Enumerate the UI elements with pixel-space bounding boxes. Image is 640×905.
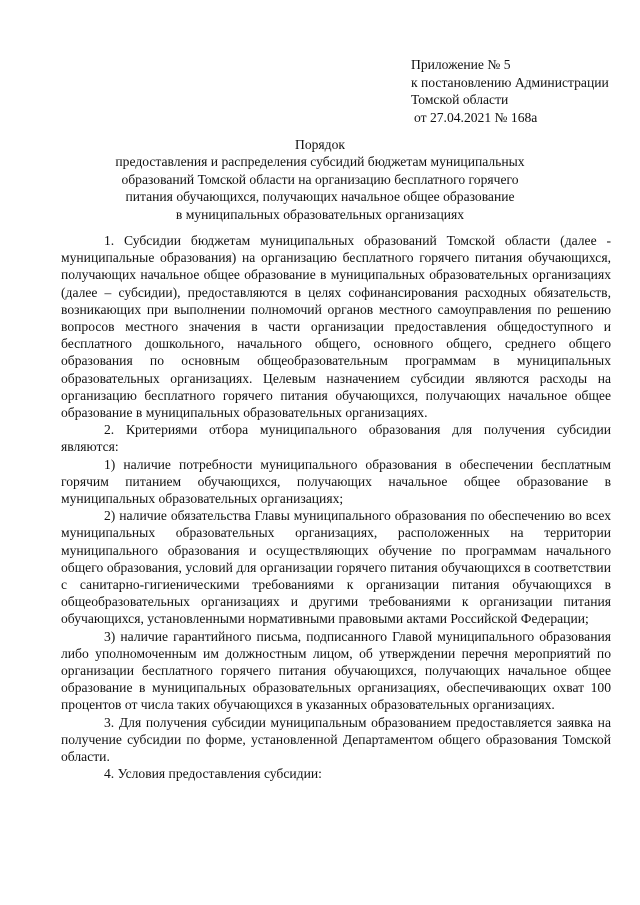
paragraph-3: 3. Для получения субсидии муниципальным образованием предоставляется заявка на получение субсидии по форме, установленной Департаментом общего образования Томской области. — [61, 714, 611, 765]
document-heading — [60, 136, 580, 223]
appendix-reference: к постановлению Администрации — [411, 74, 609, 90]
paragraph-2-item-2: 2) наличие обязательства Главы муниципального образования по обеспечению во всех муниципальных образовательных организациях, расположенных на территории муниципального образования и осуществляющих обучение по программам начального общего образования, условий для организации горячего питания обучающихся в соответствии с санитарно-гигиеническими требованиями к организации питания обучающихся в общеобразовательных организациях и другими требованиями к организации питания обучающихся, установленными нормативными правовыми актами Российской Федерации; — [61, 508, 611, 627]
paragraph-1: 1. Субсидии бюджетам муниципальных образований Томской области (далее - муниципальные образования) на организацию бесплатного горячего питания обучающихся, получающих начальное общее образование в муниципальных образовательных организациях (далее – субсидии), предоставляются в целях софинансирования расходных обязательств, возникающих при выполнении полномочий органов местного самоуправления по решению вопросов местного значения в части организации предоставления общедоступного и бесплатного дошкольного, начального общего, основного общего, среднего общего образования по основным общеобразовательным программам в муниципальных образовательных организациях. Целевым назначением субсидии являются расходы на организацию бесплатного горячего питания обучающихся, получающих начальное общее образование в муниципальных образовательных организациях. — [61, 233, 611, 421]
paragraph-4: 4. Условия предоставления субсидии: — [104, 766, 322, 782]
paragraph-2: 2. Критериями отбора муниципального образования для получения субсидии являются: — [61, 422, 611, 455]
heading-line-3: питания обучающихся, получающих начальное общее образование — [125, 189, 515, 205]
paragraph-2-item-3: 3) наличие гарантийного письма, подписанного Главой муниципального образования либо уполномоченным им должностным лицом, об утверждении перечня мероприятий по организации бесплатного горячего питания обучающихся, получающих начальное общее образование в муниципальных образовательных организациях, обеспечивающих охват 100 процентов от числа таких обучающихся в указанных образовательных организациях. — [61, 628, 611, 713]
document-body — [61, 232, 611, 783]
appendix-number: Приложение № 5 — [411, 57, 511, 72]
heading-line-1: предоставления и распределения субсидий бюджетам муниципальных — [115, 154, 525, 170]
appendix-region: Томской области — [411, 92, 509, 108]
document-title: Порядок — [295, 137, 345, 152]
heading-line-4: в муниципальных образовательных организациях — [175, 206, 465, 222]
appendix-date: от 27.04.2021 № 168а — [414, 109, 538, 125]
heading-line-2: образований Томской области на организацию бесплатного горячего — [121, 171, 519, 187]
appendix-block — [411, 56, 631, 126]
paragraph-2-item-1: 1) наличие потребности муниципального образования в обеспечении бесплатным горячим питанием обучающихся, получающих начальное общее образование в муниципальных образовательных организациях; — [61, 456, 611, 507]
